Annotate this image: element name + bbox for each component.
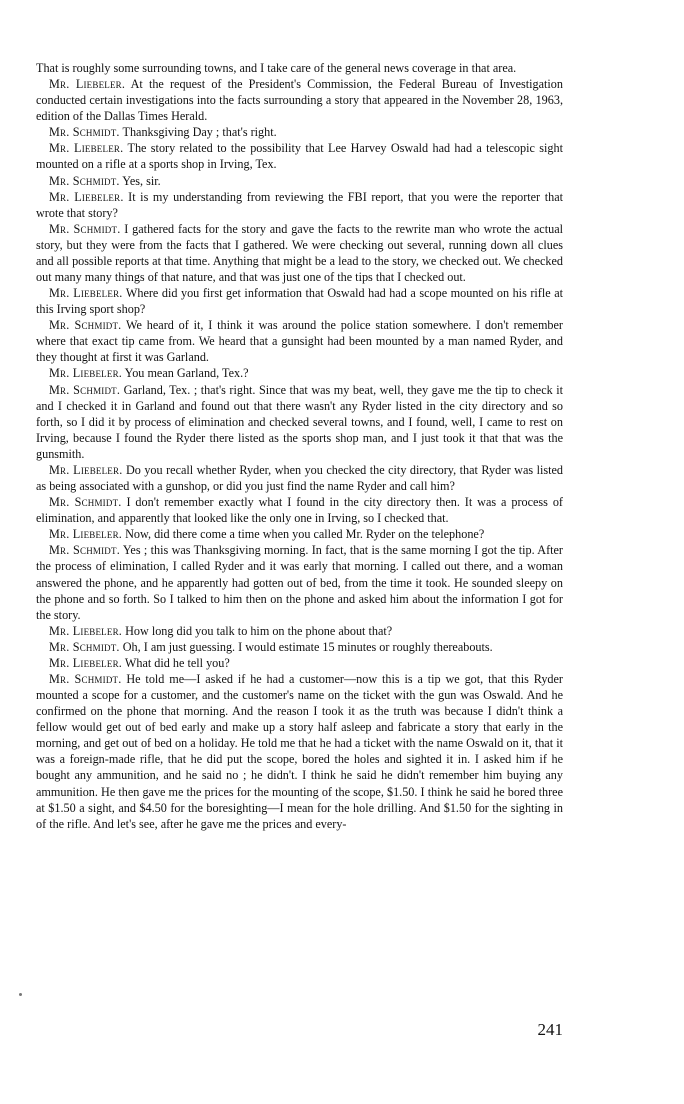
paragraph-text: Oh, I am just guessing. I would estimate 15 minutes or roughly thereabouts.: [119, 639, 493, 654]
speaker-label: Mr. Schmidt.: [49, 173, 120, 188]
paragraph-text: What did he tell you?: [122, 655, 230, 670]
page-number: 241: [537, 1020, 563, 1039]
paragraph-text: How long did you talk to him on the phone about that?: [122, 623, 393, 638]
paragraph-text: Thanksgiving Day ; that's right.: [119, 125, 277, 140]
paragraph-text: That is roughly some surrounding towns, and I take care of the general news coverage in that area.: [36, 61, 517, 75]
paragraph-17: [36, 639, 563, 655]
speaker-label: Mr. Schmidt.: [49, 495, 122, 510]
paragraph-15: [36, 542, 563, 622]
paragraph-text: Yes ; this was Thanksgiving morning. In fact, that is the same morning I got the tip. After the process of elimination, I called Ryder and it was early that morning. I called out there, and a woman answered the phone, and he apparently had gotten out of bed, from the time it took. He sounded sleepy on the phone and so forth. So I talked to him then on the phone and asked him about the information I got for the story.: [36, 543, 563, 622]
paragraph-text: Yes, sir.: [119, 173, 161, 188]
paragraph-12: [36, 462, 563, 494]
speaker-label: Mr. Schmidt.: [49, 543, 120, 558]
speaker-label: Mr. Schmidt.: [49, 671, 122, 686]
paragraph-6: [36, 189, 563, 221]
paragraph-text: Garland, Tex. ; that's right. Since that was my beat, well, they gave me the tip to check it and I checked it in Garland and found out that there wasn't any Ryder listed in the city directory and so forth, so I did it by process of elimination and checked several towns, and I found, well, I came to rest on Irving, because I found the Ryder there listed as the sports shop man, and I just took it that that was the gunsmith.: [36, 382, 563, 461]
speaker-label: Mr. Schmidt.: [49, 382, 121, 397]
paragraph-3: [36, 124, 563, 140]
paragraph-14: [36, 526, 563, 542]
paragraph-9: [36, 317, 563, 365]
paragraph-text: I gathered facts for the story and gave the facts to the rewrite man who wrote the actual story, but they were from the facts that I gathered. We were checking out several, running down all clues and all possible reports at that time. Anything that might be a lead to the story, we checked out. We checked out many many things of that nature, and that was just one of the tips that I checked out.: [36, 221, 563, 285]
paragraph-text: Where did you first get information that Oswald had had a scope mounted on his rifle at this Irving sport shop?: [36, 286, 564, 317]
paragraph-text: We heard of it, I think it was around the police station somewhere. I don't remember where that exact tip came from. We heard that a gunsight had been mounted by a man named Ryder, and they thought at first it was Garland.: [36, 318, 563, 365]
paragraph-text: I don't remember exactly what I found in the city directory then. It was a process of elimination, and apparently that looked like the only one in Irving, so I checked that.: [36, 495, 563, 526]
paragraph-19: [36, 671, 563, 832]
paragraph-text: Do you recall whether Ryder, when you checked the city directory, that Ryder was listed as being associated with a gunshop, or did you just find the name Ryder and call him?: [36, 462, 563, 494]
speaker-label: Mr. Liebeler.: [49, 141, 124, 156]
paragraph-13: [36, 494, 563, 526]
speaker-label: Mr. Liebeler.: [49, 189, 124, 204]
paragraph-text: Now, did there come a time when you called Mr. Ryder on the telephone?: [122, 527, 485, 542]
speaker-label: Mr. Liebeler.: [49, 77, 126, 92]
paragraph-18: [36, 655, 563, 671]
paragraph-16: [36, 623, 563, 639]
document-page: [36, 60, 563, 832]
paragraph-text: The story related to the possibility that Lee Harvey Oswald had had a telescopic sight mounted on a rifle at a sports shop in Irving, Tex.: [36, 141, 563, 172]
speaker-label: Mr. Liebeler.: [49, 286, 123, 301]
paragraph-10: [36, 365, 563, 381]
paragraph-text: At the request of the President's Commission, the Federal Bureau of Investigation conducted certain investigations into the facts surrounding a story that appeared in the November 28, 1963, edition of the Dallas Times Herald.: [36, 77, 563, 124]
speaker-label: Mr. Liebeler.: [49, 623, 123, 638]
speaker-label: Mr. Schmidt.: [49, 639, 120, 654]
paragraph-5: [36, 173, 563, 189]
paragraph-text: You mean Garland, Tex.?: [122, 366, 249, 381]
speaker-label: Mr. Schmidt.: [49, 125, 120, 140]
speaker-label: Mr. Schmidt.: [49, 318, 122, 333]
paragraph-text: He told me—I asked if he had a customer—now this is a tip we got, that this Ryder mounted a scope for a customer, and the customer's name on the ticket with the gun was Oswald. And he confirmed on the phone that morning. And the reason I took it as the truth was because I didn't think a fellow would get out of bed early and make up a story half asleep and fabricate a story that early in the morning, and get out of bed on a holiday. He told me that he had a ticket with the name Oswald on it, that it was a foreign-made rifle, that he did put the scope, bored the holes and sighted it in. I asked him if he bought any ammunition, and he said no ; he didn't. I think he said he didn't remember him buying any ammunition. He then gave me the prices for the mounting of the scope, $1.50. I think he said he bored three at $1.50 a sight, and $4.50 for the boresighting—I mean for the hole drilling. And $1.50 for the sighting in of the rifle. And let's see, after he gave me the prices and every-: [36, 671, 563, 831]
speaker-label: Mr. Liebeler.: [49, 366, 123, 381]
margin-mark: [19, 993, 22, 996]
paragraph-1: [36, 60, 563, 76]
paragraph-text: It is my understanding from reviewing the FBI report, that you were the reporter that wrote that story?: [36, 189, 563, 220]
speaker-label: Mr. Liebeler.: [49, 462, 123, 477]
paragraph-2: [36, 76, 563, 124]
paragraph-11: [36, 382, 563, 462]
speaker-label: Mr. Schmidt.: [49, 221, 121, 236]
speaker-label: Mr. Liebeler.: [49, 655, 123, 670]
paragraph-7: [36, 221, 563, 285]
paragraph-4: [36, 140, 563, 172]
paragraph-8: [36, 285, 563, 317]
speaker-label: Mr. Liebeler.: [49, 527, 123, 542]
